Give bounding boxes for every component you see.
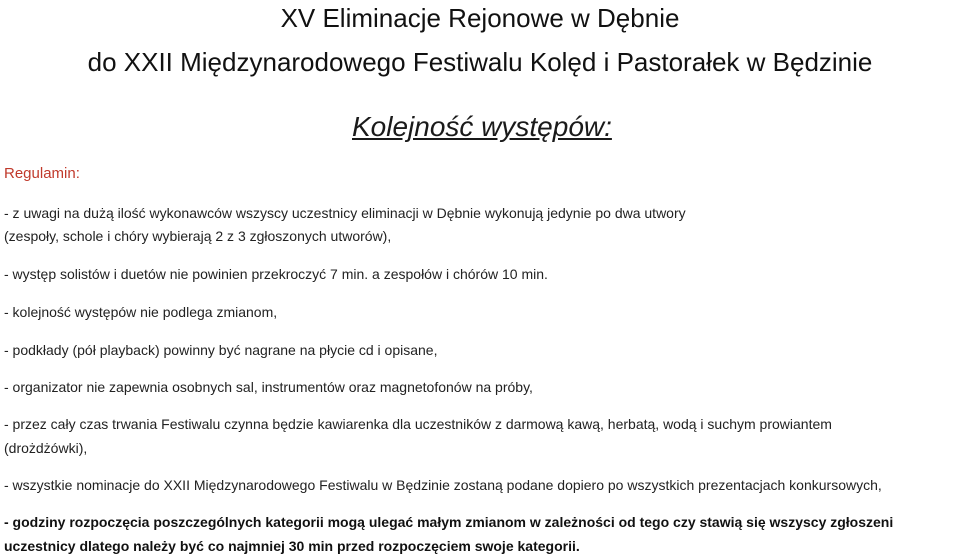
rule-item: - z uwagi na dużą ilość wykonawców wszyscy uczestnicy eliminacji w Dębnie wykonują jedynie po dwa utwory <box>4 205 686 221</box>
rule-item: - wszystkie nominacje do XXII Międzynarodowego Festiwalu w Będzinie zostaną podane dopiero po wszystkich prezentacjach konkursowych, <box>4 477 882 493</box>
rule-item: - organizator nie zapewnia osobnych sal, instrumentów oraz magnetofonów na próby, <box>4 379 533 395</box>
rule-item-important: - godziny rozpoczęcia poszczególnych kategorii mogą ulegać małym zmianom w zależności od tego czy stawią się wszyscy zgłoszeni <box>4 514 894 530</box>
rule-item: - przez cały czas trwania Festiwalu czynna będzie kawiarenka dla uczestników z darmową kawą, herbatą, wodą i suchym prowiantem <box>4 416 832 432</box>
title-line-2: do XXII Międzynarodowego Festiwalu Kolęd i Pastorałek w Będzinie <box>87 47 873 77</box>
rule-item: - występ solistów i duetów nie powinien przekroczyć 7 min. a zespołów i chórów 10 min. <box>4 266 548 282</box>
rule-item: - kolejność występów nie podlega zmianom, <box>4 304 278 320</box>
title-line-1: XV Eliminacje Rejonowe w Dębnie <box>280 3 680 33</box>
rule-item-continuation: (zespoły, schole i chóry wybierają 2 z 3 zgłoszonych utworów), <box>4 228 392 244</box>
rule-item-continuation: (drożdżówki), <box>4 440 88 456</box>
page-subtitle: Kolejność występów: <box>352 111 612 142</box>
regulamin-label: Regulamin: <box>4 165 80 182</box>
rule-item: - podkłady (pół playback) powinny być nagrane na płycie cd i opisane, <box>4 342 438 358</box>
rule-item-important-continuation: uczestnicy dlatego należy być co najmniej 30 min przed rozpoczęciem swoje kategorii. <box>4 538 580 554</box>
